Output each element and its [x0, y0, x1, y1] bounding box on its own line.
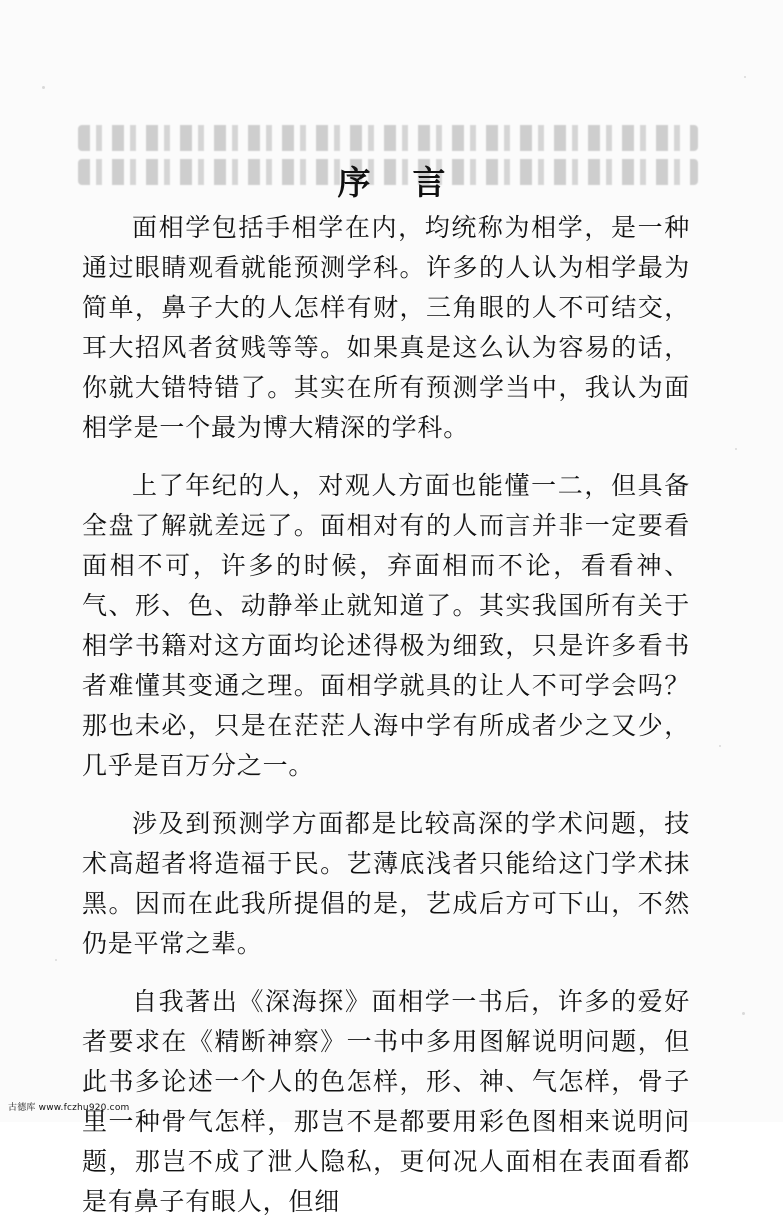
paragraph: 自我著出《深海探》面相学一书后，许多的爱好者要求在《精断神察》一书中多用图解说明问题，但此书多论述一个人的色怎样，形、神、气怎样，骨子里一种骨气怎样，那岂不是都要用彩色图相来说明问题，那岂不成了泄人隐私，更何况人面相在表面看都是有鼻子有眼人，但细 [82, 987, 690, 1216]
scan-speck [719, 745, 721, 747]
watermark-text: 古德库 www.fczhu920.com [8, 1103, 130, 1113]
scan-speck [393, 1082, 395, 1084]
scan-speck [744, 76, 746, 78]
paragraph: 涉及到预测学方面都是比较高深的学术问题，技术高超者将造福于民。艺薄底浅者只能给这门学术抹黑。因而在此我所提倡的是，艺成后方可下山，不然仍是平常之辈。 [82, 809, 690, 958]
scan-speck [55, 959, 57, 961]
page-title: 序言 [337, 163, 488, 203]
scan-speck [742, 1012, 745, 1015]
paragraph: 上了年纪的人，对观人方面也能懂一二，但具备全盘了解就差远了。面相对有的人而言并非一定要看面相不可，许多的时候，弃面相而不论，看看神、气、形、色、动静举止就知道了。其实我国所有关于相学书籍对这方面均论述得极为细致，只是许多看书者难懂其变通之理。面相学就具的让人不可学会吗？那也未必，只是在茫茫人海中学有所成者少之又少，几乎是百万分之一。 [82, 471, 690, 780]
body-text [82, 208, 690, 1222]
scan-speck [42, 86, 45, 89]
paragraph: 面相学包括手相学在内，均统称为相学，是一种通过眼睛观看就能预测学科。许多的人认为相学最为简单，鼻子大的人怎样有财，三角眼的人不可结交，耳大招风者贫贱等等。如果真是这么认为容易的话，你就大错特错了。其实在所有预测学当中，我认为面相学是一个最为博大精深的学科。 [82, 213, 690, 442]
scan-speck [735, 448, 737, 450]
show-through-line [78, 125, 698, 151]
